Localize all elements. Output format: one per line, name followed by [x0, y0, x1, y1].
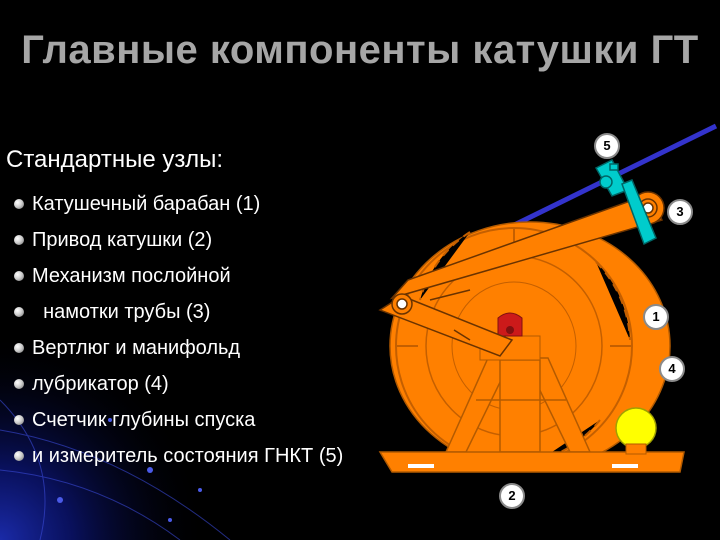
callout-1: 1 — [643, 304, 669, 330]
bullet-text: лубрикатор (4) — [32, 372, 169, 395]
reel-base — [380, 452, 684, 472]
bullet-text: Привод катушки (2) — [32, 228, 213, 251]
bullet-text: намотки трубы (3) — [32, 300, 211, 323]
subtitle-standard-units: Стандартные узлы: — [6, 146, 223, 173]
lubricator — [616, 408, 656, 454]
callout-3: 3 — [667, 199, 693, 225]
bullet-text: Вертлюг и манифольд — [32, 336, 241, 359]
callout-5: 5 — [594, 133, 620, 159]
bullet-text: и измеритель состояния ГНКТ (5) — [32, 444, 344, 467]
bullet-text: Счетчик глубины спуска — [32, 408, 256, 431]
callout-4: 4 — [659, 356, 685, 382]
bullet-text: Механизм послойной — [32, 264, 231, 287]
bullet-text: Катушечный барабан (1) — [32, 192, 261, 215]
callout-2: 2 — [499, 483, 525, 509]
slide-title: Главные компоненты катушки ГТ — [21, 28, 699, 72]
